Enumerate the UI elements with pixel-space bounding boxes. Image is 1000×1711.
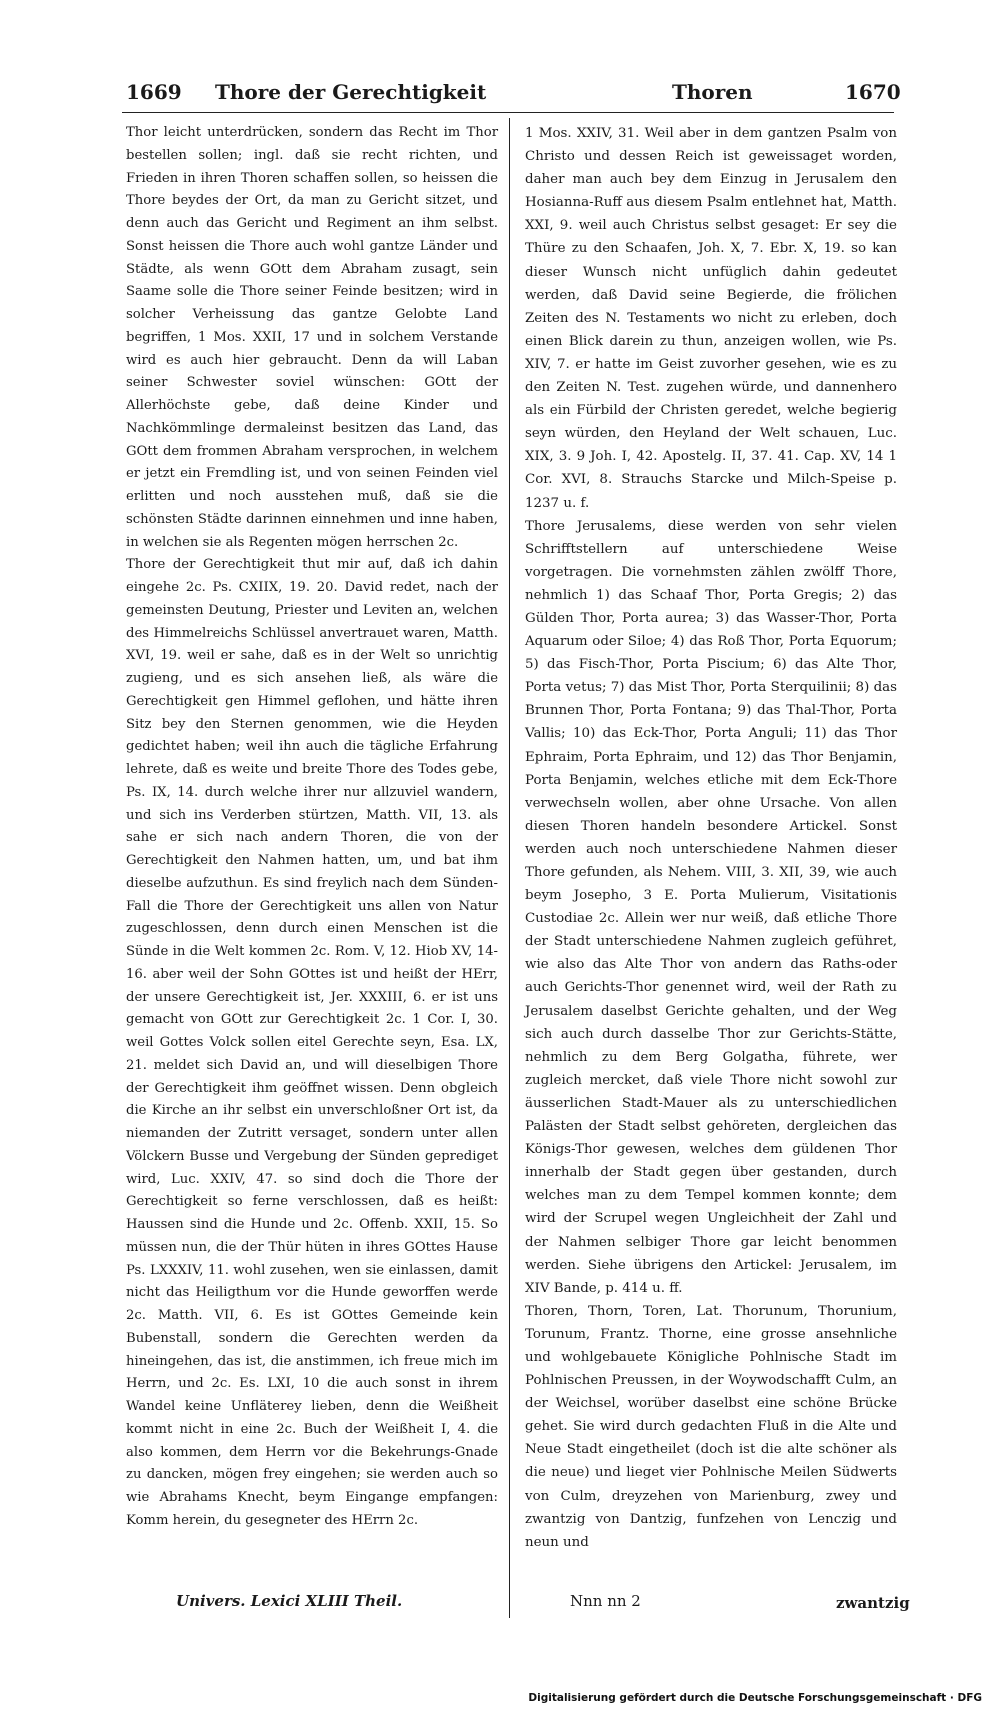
- paragraph: Thor leicht unterdrücken, sondern das Recht im Thor bestellen sollen; ingl. daß sie recht richten, und Frieden in ihren Thoren schaffen sollen, so heissen die Thore beydes der Ort, da man zu Gericht sitzet, und denn auch das Gericht und Regiment an ihm selbst. Sonst heissen die Thore auch wohl gantze Länder und Städte, als wenn GOtt dem Abraham zusagt, sein Saame solle die Thore seiner Feinde besitzen; wird in solcher Verheissung das gantze Gelobte Land begriffen, 1 Mos. XXII, 17 und in solchem Verstande wird es auch hier gebraucht. Denn da will Laban seiner Schwester soviel wünschen: GOtt der Allerhöchste gebe, daß deine Kinder und Nachkömmlinge dermaleinst besitzen das Land, das GOtt dem frommen Abraham versprochen, in welchem er jetzt ein Fremdling ist, und von seinen Feinden viel erlitten und noch ausstehen muß, daß sie die schönsten Städte darinnen einnehmen und inne haben, in welchen sie als Regenten mögen herrschen 2c.: [126, 125, 498, 550]
- left-page-number: 1669: [126, 80, 182, 104]
- header-rule: [122, 112, 894, 113]
- paragraph: Thore der Gerechtigkeit thut mir auf, daß ich dahin eingehe 2c. Ps. CXIIX, 19. 20. David redet, nach der gemeinsten Deutung, Priester und Leviten an, welchen des Himmelreichs Schlüssel anvertrauet waren, Matth. XVI, 19. weil er sahe, daß es in der Welt so unrichtig zugieng, und es sich ansehen ließ, als wäre die Gerechtigkeit gen Himmel geflohen, und hätte ihren Sitz bey den Sternen genommen, wie die Heyden gedichtet haben; weil ihn auch die tägliche Erfahrung lehrete, daß es weite und breite Thore des Todes gebe, Ps. IX, 14. durch welche ihrer nur allzuviel wandern, und sich ins Verderben stürtzen, Matth. VII, 13. als sahe er sich nach andern Thoren, die von der Gerechtigkeit den Nahmen hatten, um, und bat ihm dieselbe aufzuthun. Es sind freylich nach dem Sünden-Fall die Thore der Gerechtigkeit uns allen von Natur zugeschlossen, denn durch einen Menschen ist die Sünde in die Welt kommen 2c. Rom. V, 12. Hiob XV, 14-16. aber weil der Sohn GOttes ist und heißt der HErr, der unsere Gerechtigkeit ist, Jer. XXXIII, 6. er ist uns gemacht von GOtt zur Gerechtigkeit 2c. 1 Cor. I, 30. weil Gottes Volck sollen eitel Gerechte seyn, Esa. LX, 21. meldet sich David an, und will dieselbigen Thore der Gerechtigkeit ihm geöffnet wissen. Denn obgleich die Kirche an ihr selbst ein unverschloßner Ort ist, da niemanden der Zutritt versaget, sondern unter allen Völckern Busse und Vergebung der Sünden geprediget wird, Luc. XXIV, 47. so sind doch die Thore der Gerechtigkeit so ferne verschlossen, daß es heißt: Haussen sind die Hunde und 2c. Offenb. XXII, 15. So müssen nun, die der Thür hüten in ihres GOttes Hause Ps. LXXXIV, 11. wohl zusehen, wen sie einlassen, damit nicht das Heiligthum vor die Hunde geworffen werde 2c. Matth. VII, 6. Es ist GOttes Gemeinde kein Bubenstall, sondern die Gerechten werden da hineingehen, das ist, die anstimmen, ich freue mich im Herrn, und 2c. Es. LXI, 10 die auch sonst in ihrem Wandel keine Unfläterey lieben, denn die Weißheit kommt nicht in eine 2c. Buch der Weißheit I, 4. die also kommen, dem Herrn vor die Bekehrungs-Gnade zu dancken, mögen frey eingehen; sie werden auch so wie Abrahams Knecht, beym Eingange empfangen: Komm herein, du gesegneter des HErrn 2c.: [126, 557, 498, 1528]
- paragraph: 1 Mos. XXIV, 31. Weil aber in dem gantzen Psalm von Christo und dessen Reich ist geweissaget worden, daher man auch bey dem Einzug in Jerusalem den Hosianna-Ruff aus diesem Psalm entlehnet hat, Matth. XXI, 9. weil auch Christus selbst gesaget: Er sey die Thüre zu den Schaafen, Joh. X, 7. Ebr. X, 19. so kan dieser Wunsch nicht unfüglich dahin gedeutet werden, daß David seine Begierde, die frölichen Zeiten des N. Testaments wo nicht zu erleben, doch einen Blick darein zu thun, anzeigen wollen, wie Ps. XIV, 7. er hatte im Geist zuvorher gesehen, wie es zu den Zeiten N. Test. zugehen würde, und dannenhero als ein Fürbild der Christen geredet, welche begierig seyn würden, den Heyland der Welt schauen, Luc. XIX, 3. 9 Joh. I, 42. Apostelg. II, 37. 41. Cap. XV, 14 1 Cor. XVI, 8. Strauchs Starcke und Milch-Speise p. 1237 u. f.: [525, 126, 897, 511]
- signature-mark: Nnn nn 2: [570, 1592, 641, 1610]
- digitization-attribution: Digitalisierung gefördert durch die Deutsche Forschungsgemeinschaft · DFG: [528, 1692, 982, 1704]
- paragraph: Thore Jerusalems, diese werden von sehr vielen Schrifftstellern auf unterschiedene Weise vorgetragen. Die vornehmsten zählen zwölff Thore, nehmlich 1) das Schaaf Thor, Porta Gregis; 2) das Gülden Thor, Porta aurea; 3) das Wasser-Thor, Porta Aquarum oder Siloe; 4) das Roß Thor, Porta Equorum; 5) das Fisch-Thor, Porta Piscium; 6) das Alte Thor, Porta vetus; 7) das Mist Thor, Porta Sterquilinii; 8) das Brunnen Thor, Porta Fontana; 9) das Thal-Thor, Porta Vallis; 10) das Eck-Thor, Porta Anguli; 11) das Thor Ephraim, Porta Ephraim, und 12) das Thor Benjamin, Porta Benjamin, welches etliche mit dem Eck-Thore verwechseln wollen, aber ohne Ursache. Von allen diesen Thoren handeln besondere Artickel. Sonst werden auch noch unterschiedene Nahmen dieser Thore gefunden, als Nehem. VIII, 3. XII, 39, wie auch beym Josepho, 3 E. Porta Mulierum, Visitationis Custodiae 2c. Allein wer nur weiß, daß etliche Thore der Stadt unterschiedene Nahmen zugleich geführet, wie also das Alte Thor von andern das Raths-oder auch Gerichts-Thor genennet wird, weil der Rath zu Jerusalem daselbst Gerichte gehalten, und der Weg sich auch durch dasselbe Thor zur Gerichts-Stätte, nehmlich zu dem Berg Golgatha, führete, wer zugleich mercket, daß viele Thore nicht sowohl zur äusserlichen Stadt-Mauer als zu unterschiedlichen Palästen der Stadt selbst gehöreten, dergleichen das Königs-Thor gewesen, welches dem güldenen Thor innerhalb der Stadt gegen über gestanden, durch welches man zu dem Tempel kommen konnte; dem wird der Scrupel wegen Ungleichheit der Zahl und der Nahmen selbiger Thore gar leicht benommen werden. Siehe übrigens den Artickel: Jerusalem, im XIV Bande, p. 414 u. ff.: [525, 518, 897, 1296]
- column-divider: [509, 118, 510, 1618]
- left-column: [126, 122, 498, 1533]
- left-running-title: Thore der Gerechtigkeit: [215, 80, 487, 104]
- right-column: [525, 122, 897, 1554]
- signature-line: Univers. Lexici XLIII Theil.: [176, 1592, 403, 1610]
- paragraph: Thoren, Thorn, Toren, Lat. Thorunum, Thorunium, Torunum, Frantz. Thorne, eine grosse ansehnliche und wohlgebauete Königliche Pohlnische Stadt im Pohlnischen Preussen, in der Woywodschafft Culm, an der Weichsel, worüber daselbst eine schöne Brücke gehet. Sie wird durch gedachten Fluß in die Alte und Neue Stadt eingetheilet (doch ist die alte schöner als die neue) und lieget vier Pohlnische Meilen Südwerts von Culm, dreyzehen von Marienburg, zwey und zwantzig von Dantzig, funfzehen von Lenczig und neun und: [525, 1303, 897, 1550]
- catchword: zwantzig: [836, 1594, 910, 1612]
- right-running-title: Thoren: [672, 80, 753, 104]
- right-page-number: 1670: [845, 80, 901, 104]
